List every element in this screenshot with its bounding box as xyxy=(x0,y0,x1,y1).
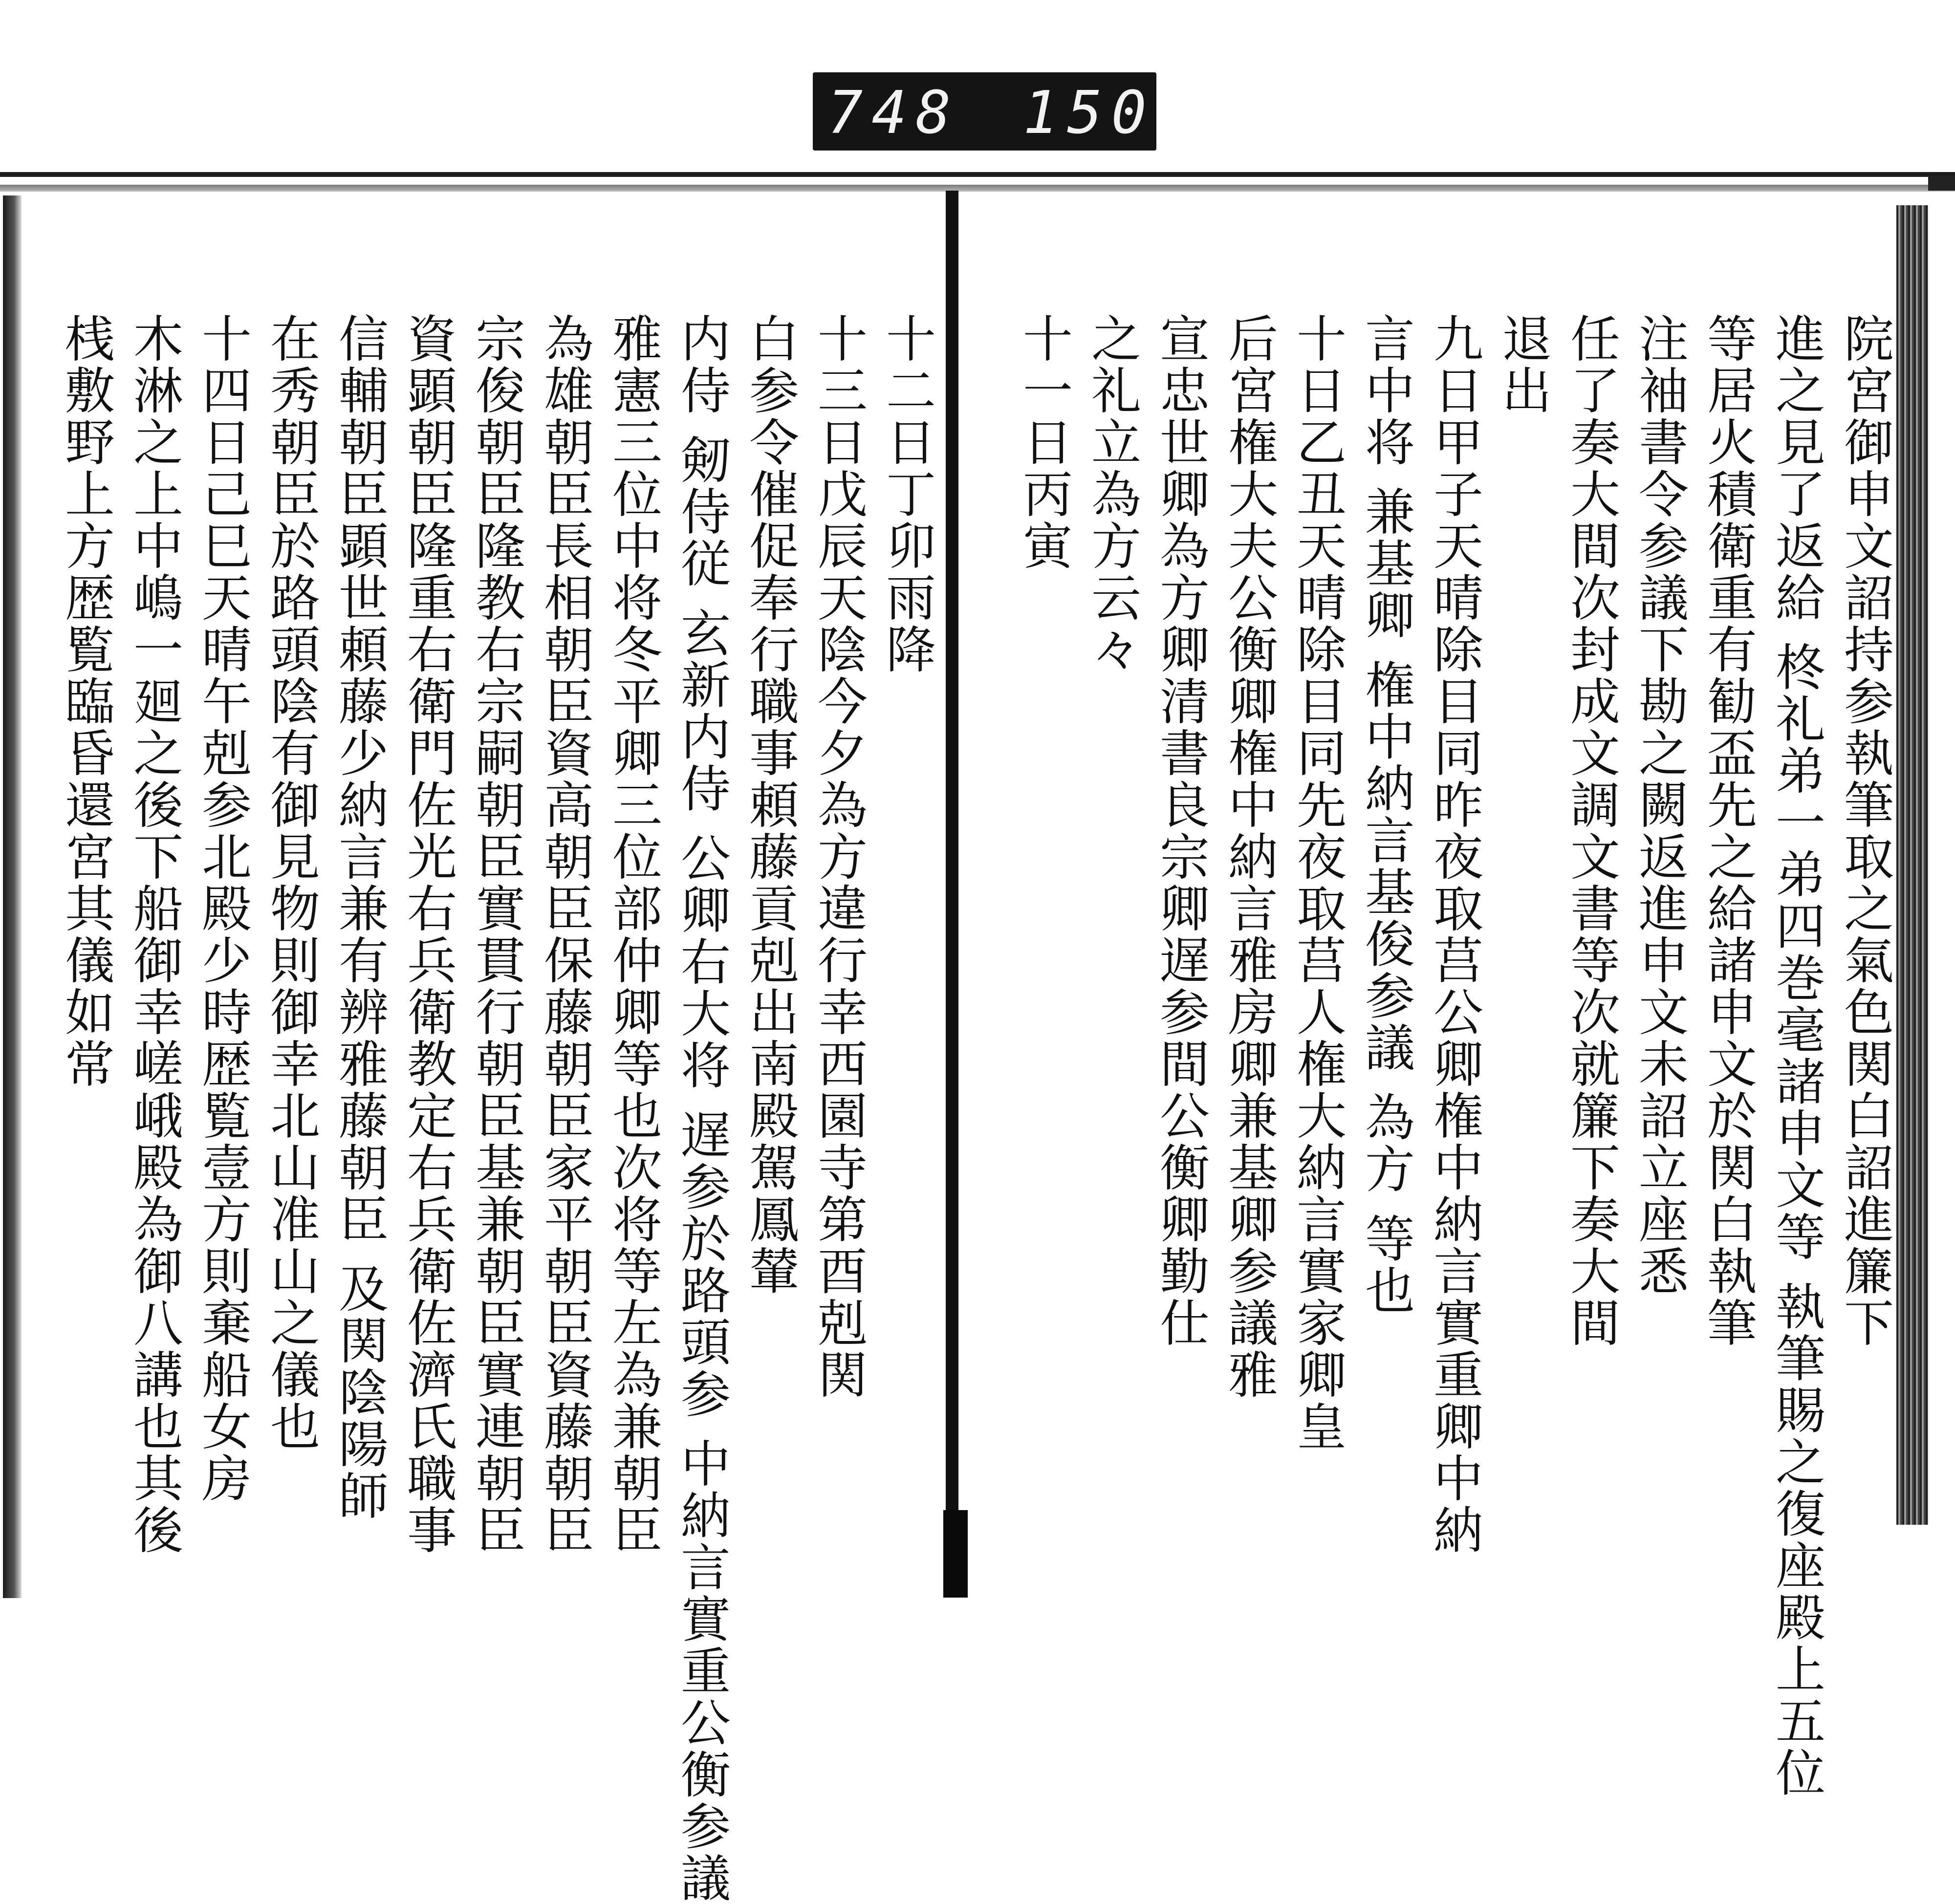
text-column: 為雄朝臣長相朝臣資高朝臣保藤朝臣家平朝臣資藤朝臣 xyxy=(536,313,594,1556)
text-column: 内侍 剱侍従 玄新内侍 公卿右大将 遅参於路頭参 中納言實重公衡参議 xyxy=(673,313,731,1904)
book-right-edge xyxy=(1896,205,1928,1525)
text-column: 任了奏大間次封成文調文書等次就簾下奏大間 xyxy=(1562,313,1620,1349)
text-column: 十四日己巳天晴午剋参北殿少時歴覧壹方則棄船女房 xyxy=(194,313,252,1504)
page-top-edge xyxy=(0,172,1955,177)
text-column: 在秀朝臣於路頭陰有御見物則御幸北山准山之儀也 xyxy=(262,313,320,1452)
text-column: 木淋之上中嶋一廻之後下船御幸嵯峨殿為御八講也其後 xyxy=(125,313,183,1556)
book-left-edge xyxy=(3,195,22,1598)
frame-number-left: 748 xyxy=(827,79,960,147)
text-column: 注袖書令参議下勘之闕返進申文未詔立座悉 xyxy=(1630,313,1689,1297)
text-column: 院宮御申文詔持参執筆取之氣色関白詔進簾下 xyxy=(1836,313,1894,1349)
text-column: 宣忠世卿為方卿清書良宗卿遅参間公衡卿勤仕 xyxy=(1151,313,1210,1349)
frame-counter-label xyxy=(813,72,1156,151)
frame-number-right: 150 xyxy=(1023,79,1155,147)
text-column: 十日乙丑天晴除目同先夜取莒人権大納言實家卿皇 xyxy=(1288,313,1347,1452)
text-column: 后宮権大夫公衡卿権中納言雅房卿兼基卿参議雅 xyxy=(1220,313,1278,1401)
text-column: 之礼立為方云々 xyxy=(1083,313,1141,675)
book-right-corner xyxy=(1928,176,1955,191)
text-column: 資顕朝臣隆重右衛門佐光右兵衛教定右兵衛佐濟氏職事 xyxy=(399,313,457,1556)
text-column: 九日甲子天晴除目同昨夜取莒公卿権中納言實重卿中納 xyxy=(1425,313,1483,1556)
text-column: 退出 xyxy=(1494,313,1552,416)
text-column: 信輔朝臣顕世頼藤少納言兼有辨雅藤朝臣 及関陰陽師 xyxy=(330,313,389,1522)
text-column: 十一日丙寅 xyxy=(1015,313,1073,572)
page-top-shadow xyxy=(0,185,1955,192)
text-column: 十二日丁卯雨降 xyxy=(878,313,936,675)
text-column: 雅憲三位中将冬平卿三位部仲卿等也次将等左為兼朝臣 xyxy=(604,313,662,1556)
text-column: 等居火積衛重有勧盃先之給諸申文於関白執筆 xyxy=(1699,313,1757,1349)
left-page xyxy=(39,313,938,1904)
text-column: 白参令催促奉行職事頼藤貢剋出南殿駕鳳輦 xyxy=(741,313,799,1297)
text-column: 十三日戊辰天陰今夕為方違行幸西園寺第酉剋関 xyxy=(809,313,868,1401)
book-gutter-bottom xyxy=(943,1510,968,1598)
book-gutter xyxy=(946,191,958,1593)
text-column: 桟敷野上方歴覧臨昏還宮其儀如常 xyxy=(57,313,115,1090)
right-page xyxy=(1002,313,1896,1799)
text-column: 言中将 兼基卿 権中納言基俊参議 為方 等也 xyxy=(1357,313,1415,1317)
text-column: 宗俊朝臣隆教右宗嗣朝臣實貫行朝臣基兼朝臣實連朝臣 xyxy=(467,313,525,1556)
text-column: 進之見了返給 柊礼弟一弟四巻毫諸申文等 執筆賜之復座殿上五位 xyxy=(1767,313,1825,1799)
